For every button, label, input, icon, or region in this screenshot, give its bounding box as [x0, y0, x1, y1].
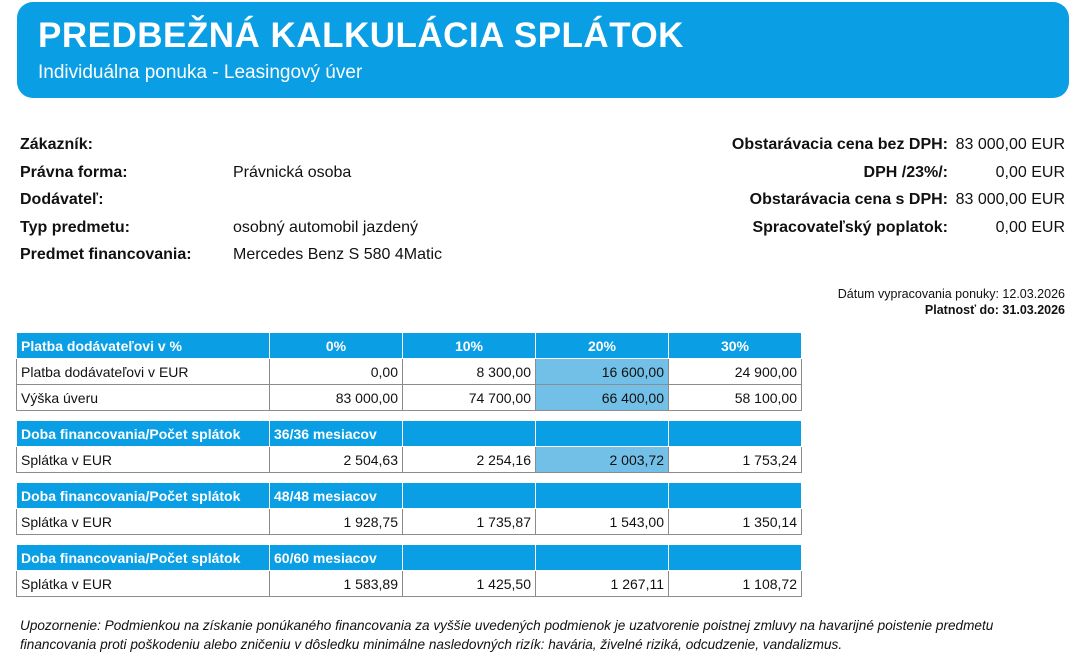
vat-label: DPH /23%/: — [863, 163, 948, 181]
period-term: 60/60 mesiacov — [270, 545, 403, 571]
installment-value: 1 543,00 — [536, 509, 669, 535]
subject-type-value: osobný automobil jazdený — [233, 218, 419, 236]
processing-fee-value: 0,00 EUR — [995, 218, 1065, 236]
offer-dates — [838, 286, 1065, 318]
installment-value: 1 753,24 — [669, 447, 802, 473]
processing-fee-row — [732, 219, 1065, 247]
legal-form-value: Právnická osoba — [233, 163, 352, 181]
installment-value: 2 254,16 — [403, 447, 536, 473]
price-net-row — [732, 136, 1065, 164]
processing-fee-label: Spracovateľský poplatok: — [752, 218, 948, 236]
calculation-table — [16, 332, 802, 597]
price-gross-value: 83 000,00 EUR — [955, 191, 1065, 208]
table-row — [17, 359, 802, 385]
table-row — [17, 509, 802, 535]
page-subtitle: Individuálna ponuka - Leasingový úver — [38, 62, 363, 83]
vat-value: 0,00 EUR — [995, 163, 1065, 181]
payment-value-highlighted: 16 600,00 — [536, 359, 669, 385]
supplier-label: Dodávateľ: — [20, 191, 104, 208]
financed-item-label: Predmet financovania: — [20, 246, 192, 263]
prepared-date: Dátum vypracovania ponuky: 12.03.2026 — [837, 287, 1065, 301]
installment-value: 2 504,63 — [270, 447, 403, 473]
period-term: 36/36 mesiacov — [270, 421, 403, 447]
vat-row — [732, 164, 1065, 192]
loan-value: 83 000,00 — [270, 385, 403, 411]
installment-value: 1 735,87 — [403, 509, 536, 535]
installment-value-highlighted: 2 003,72 — [536, 447, 669, 473]
loan-value-highlighted: 66 400,00 — [536, 385, 669, 411]
price-net-label: Obstarávacia cena bez DPH: — [731, 136, 948, 153]
installment-value: 1 583,89 — [270, 571, 403, 597]
period-header-row — [17, 421, 802, 447]
legal-form-label: Právna forma: — [20, 163, 128, 181]
installment-label: Splátka v EUR — [17, 509, 270, 535]
price-gross-label: Obstarávacia cena s DPH: — [749, 191, 948, 208]
subject-type-label: Typ predmetu: — [20, 218, 130, 236]
table-row — [17, 571, 802, 597]
period-header-label: Doba financovania/Počet splátok — [17, 421, 270, 447]
period-header-label: Doba financovania/Počet splátok — [17, 483, 270, 509]
table-row — [17, 447, 802, 473]
payment-label: Platba dodávateľovi v EUR — [17, 359, 270, 385]
price-net-value: 83 000,00 EUR — [955, 136, 1065, 153]
period-header-row — [17, 545, 802, 571]
loan-value: 58 100,00 — [669, 385, 802, 411]
percent-col-0: 0% — [270, 333, 403, 359]
percent-col-20: 20% — [536, 333, 669, 359]
period-header-label: Doba financovania/Počet splátok — [17, 545, 270, 571]
installment-value: 1 267,11 — [536, 571, 669, 597]
percent-header-label: Platba dodávateľovi v % — [17, 333, 270, 359]
insurance-note: Upozornenie: Podmienkou na získanie ponúkaného financovania za vyššie uvedených podmienok je uzatvorenie poistnej zmluvy na havarijné poistenie predmetu financovania proti poškodeniu alebo zničeniu v dôsledku minimálne nasledovných rizík: havária, živelné riziká, odcudzenie, vandalizmus. — [20, 618, 994, 652]
installment-value: 1 928,75 — [270, 509, 403, 535]
payment-value: 8 300,00 — [403, 359, 536, 385]
payment-value: 24 900,00 — [669, 359, 802, 385]
installment-value: 1 108,72 — [669, 571, 802, 597]
header-banner — [17, 2, 1069, 98]
loan-label: Výška úveru — [17, 385, 270, 411]
installment-value: 1 425,50 — [403, 571, 536, 597]
payment-value: 0,00 — [270, 359, 403, 385]
valid-until: Platnosť do: 31.03.2026 — [924, 303, 1065, 317]
installment-value: 1 350,14 — [669, 509, 802, 535]
percent-header-row — [17, 333, 802, 359]
price-gross-row — [732, 191, 1065, 219]
percent-col-10: 10% — [403, 333, 536, 359]
price-info — [732, 136, 1065, 246]
period-term: 48/48 mesiacov — [270, 483, 403, 509]
loan-value: 74 700,00 — [403, 385, 536, 411]
page-title: PREDBEŽNÁ KALKULÁCIA SPLÁTOK — [38, 16, 684, 55]
installment-label: Splátka v EUR — [17, 447, 270, 473]
customer-label: Zákazník: — [20, 136, 93, 153]
financed-item-value: Mercedes Benz S 580 4Matic — [233, 246, 442, 263]
percent-col-30: 30% — [669, 333, 802, 359]
period-header-row — [17, 483, 802, 509]
installment-label: Splátka v EUR — [17, 571, 270, 597]
table-row — [17, 385, 802, 411]
